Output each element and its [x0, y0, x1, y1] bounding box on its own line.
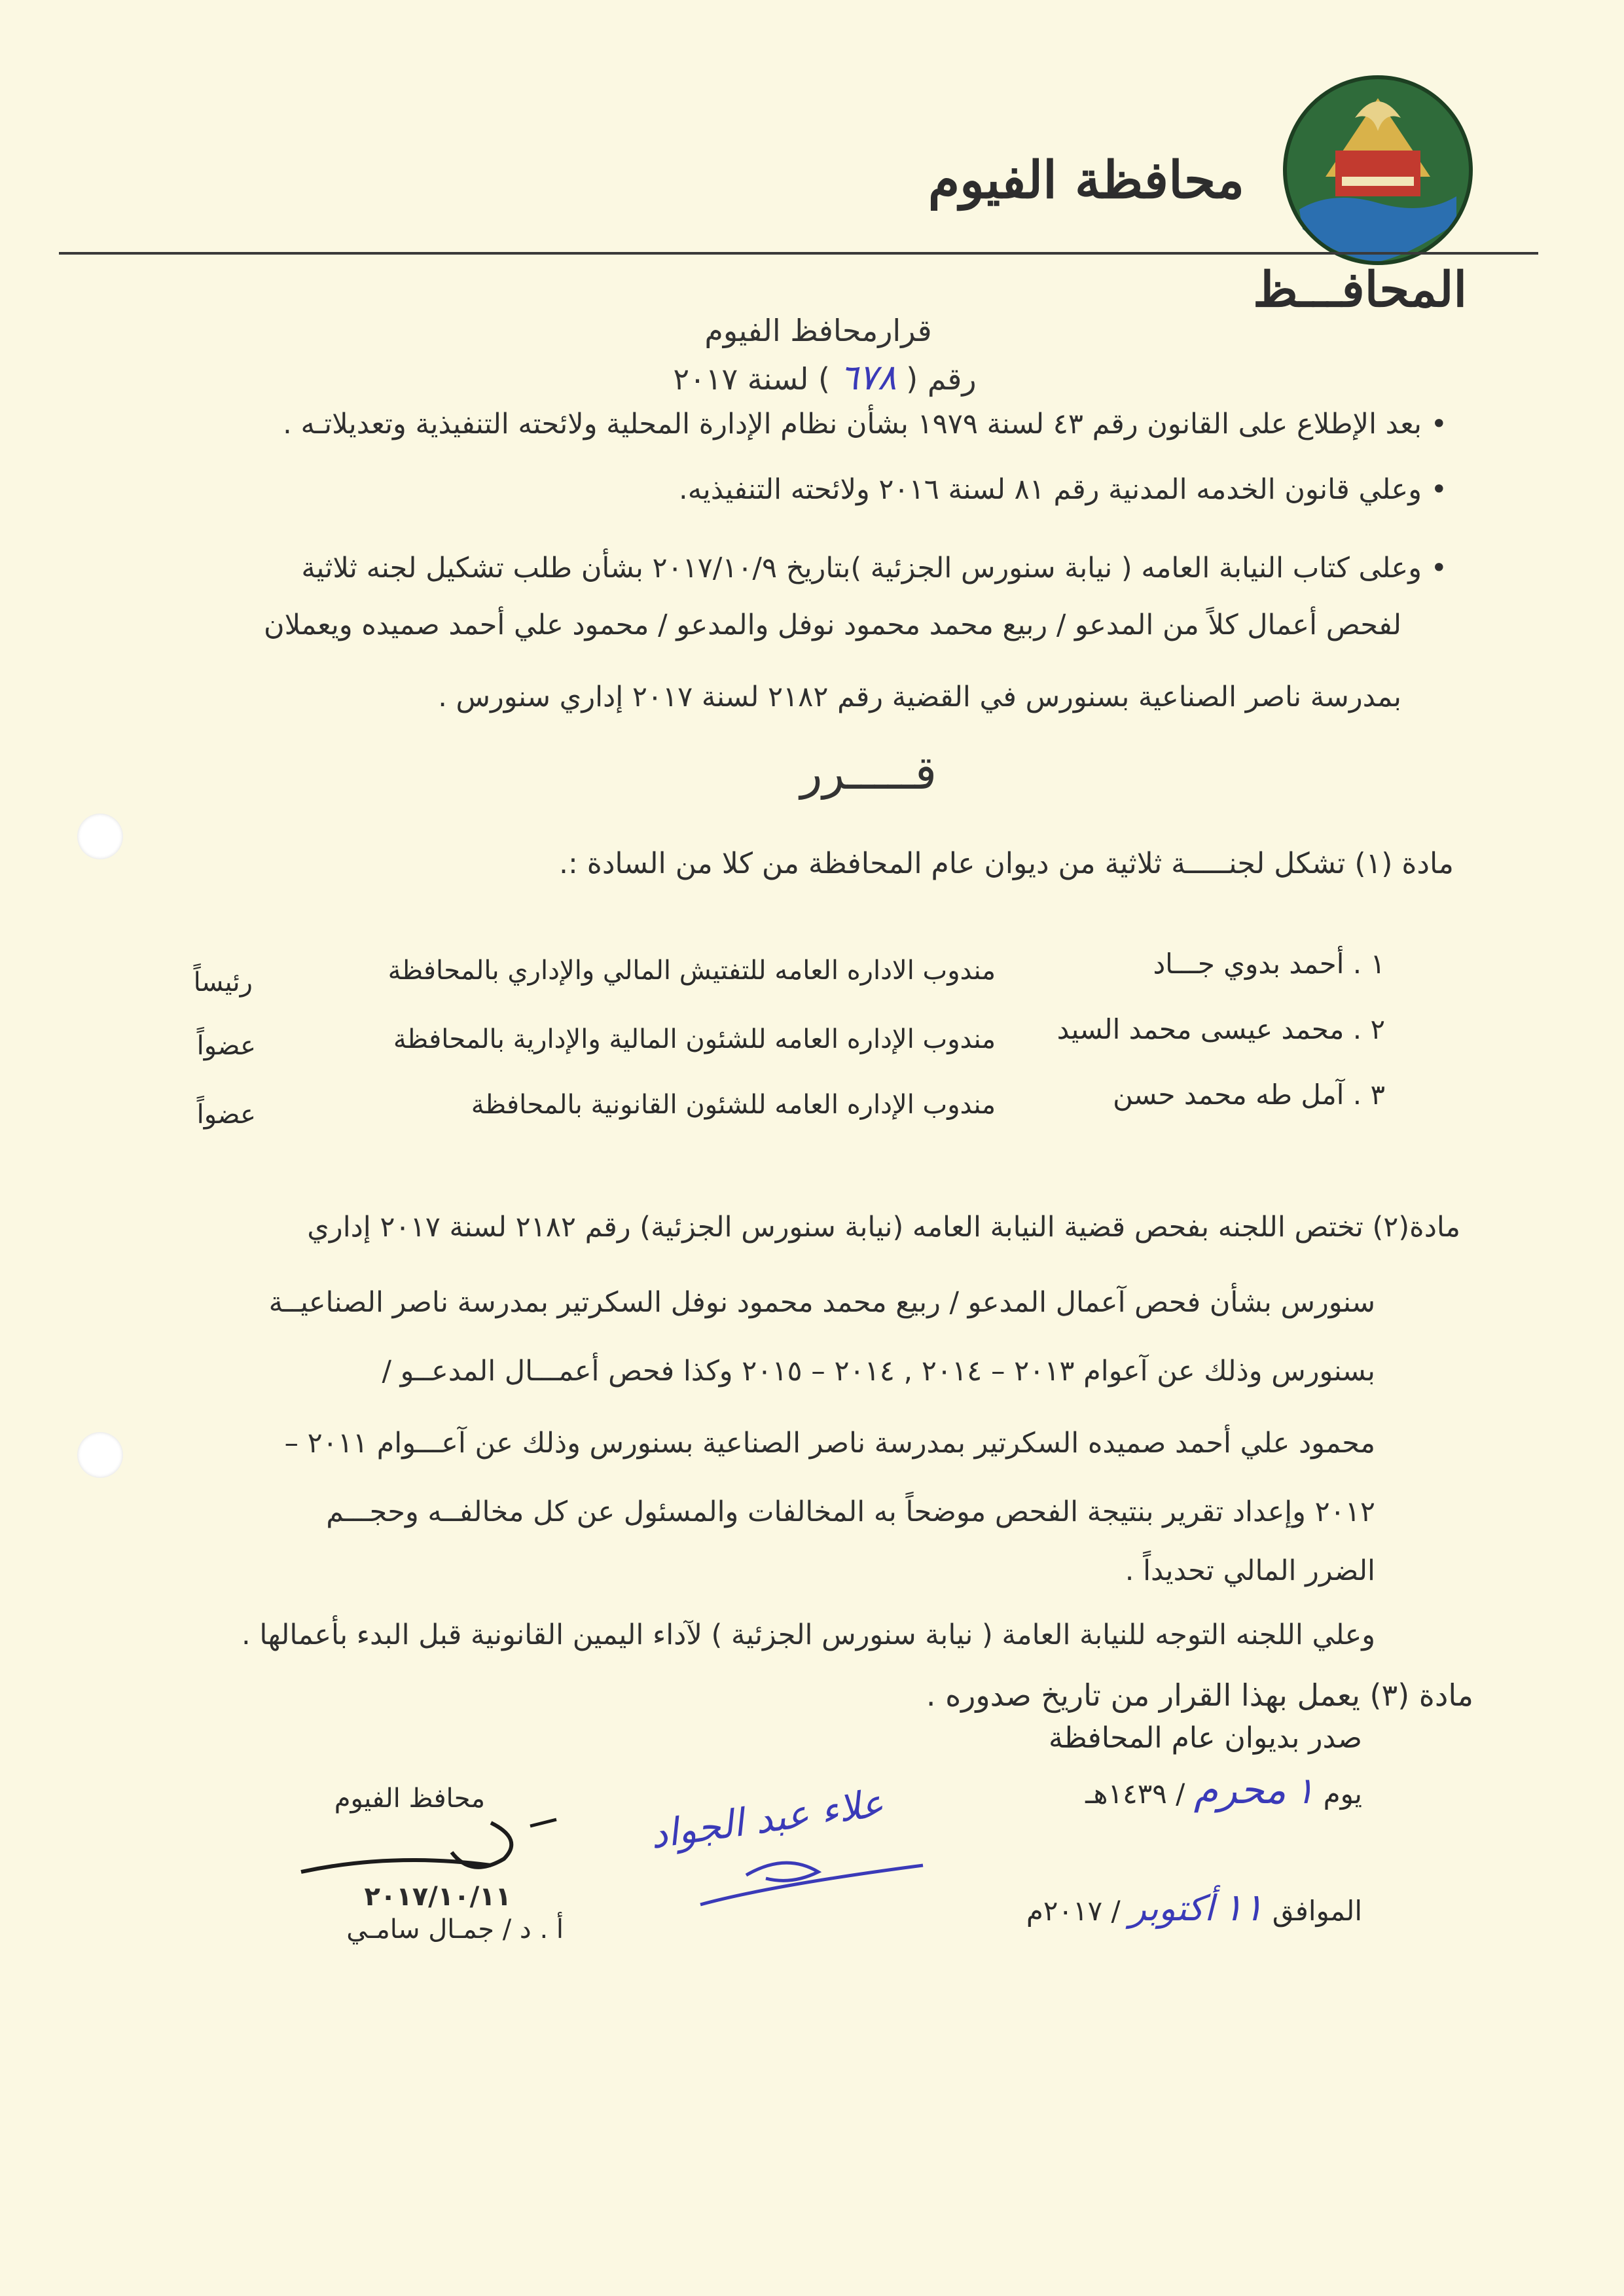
hijri-prefix: يوم [1323, 1778, 1362, 1810]
governor-label: محافظ الفيوم [334, 1784, 485, 1814]
decree-title: قرارمحافظ الفيوم [704, 313, 932, 348]
decree-number: ٦٧٨ [839, 357, 897, 398]
article2-line: مادة(٢) تختص اللجنه بفحص قضية النيابة العامه (نيابة سنورس الجزئية) رقم ٢١٨٢ لسنة ٢٠١٧ إداري [307, 1211, 1460, 1244]
second-signer-name: علاء عبد الجواد [647, 1780, 886, 1857]
decree-number-suffix: ) لسنة ٢٠١٧ [673, 361, 830, 397]
signature-stroke-icon [295, 1813, 569, 1885]
member-role: مندوب الاداره العامه للتفتيش المالي والإداري بالمحافظة [388, 956, 996, 986]
office-heading: المحافـــظ [1253, 262, 1467, 318]
signature-stroke-icon [694, 1839, 929, 1918]
preamble-line: بمدرسة ناصر الصناعية بسنورس في القضية رقم ٢١٨٢ لسنة ٢٠١٧ إداري سنورس . [438, 681, 1401, 713]
hijri-date [1085, 1767, 1362, 1813]
emblem-icon [1280, 72, 1476, 268]
member-title: رئيساً [193, 967, 253, 997]
article2-line: بسنورس وذلك عن آعوام ٢٠١٣ – ٢٠١٤ , ٢٠١٤ – ٢٠١٥ وكذا فحص أعمـــال المدعــو / [382, 1355, 1375, 1388]
preamble-line: • بعد الإطلاع على القانون رقم ٤٣ لسنة ١٩٧٩ بشأن نظام الإدارة المحلية ولائحته التنفيذية وتعديلاتـه . [283, 408, 1447, 440]
preamble-line: • وعلي قانون الخدمه المدنية رقم ٨١ لسنة ٢٠١٦ ولائحته التنفيذيه. [679, 473, 1447, 506]
governor-name: أ . د / جمـال سامـي [346, 1914, 564, 1945]
article2-line: سنورس بشأن فحص آعمال المدعو / ربيع محمد محمود نوفل السكرتير بمدرسة ناصر الصناعيــة [268, 1286, 1375, 1319]
article2-line: ٢٠١٢ وإعداد تقرير بنتيجة الفحص موضحاً به المخالفات والمسئول عن كل مخالفــه وحجـــم [326, 1496, 1375, 1528]
header-divider [59, 252, 1538, 255]
hijri-year: / ١٤٣٩هـ [1085, 1778, 1185, 1810]
member-role: مندوب الإداره العامه للشئون القانونية بالمحافظة [471, 1090, 996, 1120]
punch-hole [77, 814, 123, 859]
committee-note: وعلي اللجنه التوجه للنيابة العامة ( نيابة سنورس الجزئية ) لآداء اليمين القانونية قبل البدء بأعمالها . [242, 1619, 1375, 1651]
header-title: محافظة الفيوم [928, 151, 1244, 210]
gregorian-date [1026, 1885, 1362, 1929]
member-name: ٢ . محمد عيسى محمد السيد [1056, 1013, 1385, 1045]
gregorian-year: / ٢٠١٧م [1026, 1895, 1121, 1927]
gregorian-day: ١١ [1223, 1885, 1264, 1929]
hijri-day: ١ [1295, 1770, 1315, 1812]
member-title: عضواً [196, 1031, 256, 1061]
article3-text: مادة (٣) يعمل بهذا القرار من تاريخ صدوره . [926, 1677, 1473, 1713]
article2-line: محمود علي أحمد صميده السكرتير بمدرسة ناصر الصناعية بسنورس وذلك عن آعـــوام ٢٠١١ – [284, 1427, 1375, 1460]
member-title: عضواً [196, 1100, 256, 1130]
decision-heading: قـــــرر [800, 746, 937, 800]
governor-sign-date: ٢٠١٧/١٠/١١ [364, 1882, 511, 1912]
member-name: ١ . أحمد بدوي جـــاد [1153, 948, 1385, 980]
article2-line: الضرر المالي تحديداً . [1125, 1554, 1375, 1587]
issued-place: صدر بديوان عام المحافظة [1048, 1721, 1362, 1755]
governorate-emblem [1280, 72, 1476, 268]
member-name: ٣ . آمل طه محمد حسن [1113, 1079, 1385, 1111]
gregorian-month: أكتوبر [1129, 1888, 1214, 1929]
gregorian-prefix: الموافق [1272, 1895, 1362, 1927]
punch-hole [77, 1432, 123, 1478]
member-role: مندوب الإداره العامه للشئون المالية والإدارية بالمحافظة [393, 1024, 996, 1054]
preamble-line: • وعلى كتاب النيابة العامه ( نيابة سنورس الجزئية )بتاريخ ٢٠١٧/١٠/٩ بشأن طلب تشكيل لجنه ثلاثية [301, 552, 1447, 584]
hijri-month: محرم [1193, 1767, 1286, 1813]
second-signature-stroke [694, 1839, 929, 1918]
article1-text: مادة (١) تشكل لجنـــــة ثلاثية من ديوان عام المحافظة من كلا من السادة :. [558, 847, 1454, 880]
governor-signature-stroke [295, 1813, 569, 1885]
decree-number-prefix: رقم ( [906, 361, 977, 397]
decree-number-line [563, 357, 1087, 398]
preamble-line: لفحص أعمال كلاً من المدعو / ربيع محمد محمود نوفل والمدعو / محمود علي أحمد صميده ويعملان [264, 609, 1401, 641]
